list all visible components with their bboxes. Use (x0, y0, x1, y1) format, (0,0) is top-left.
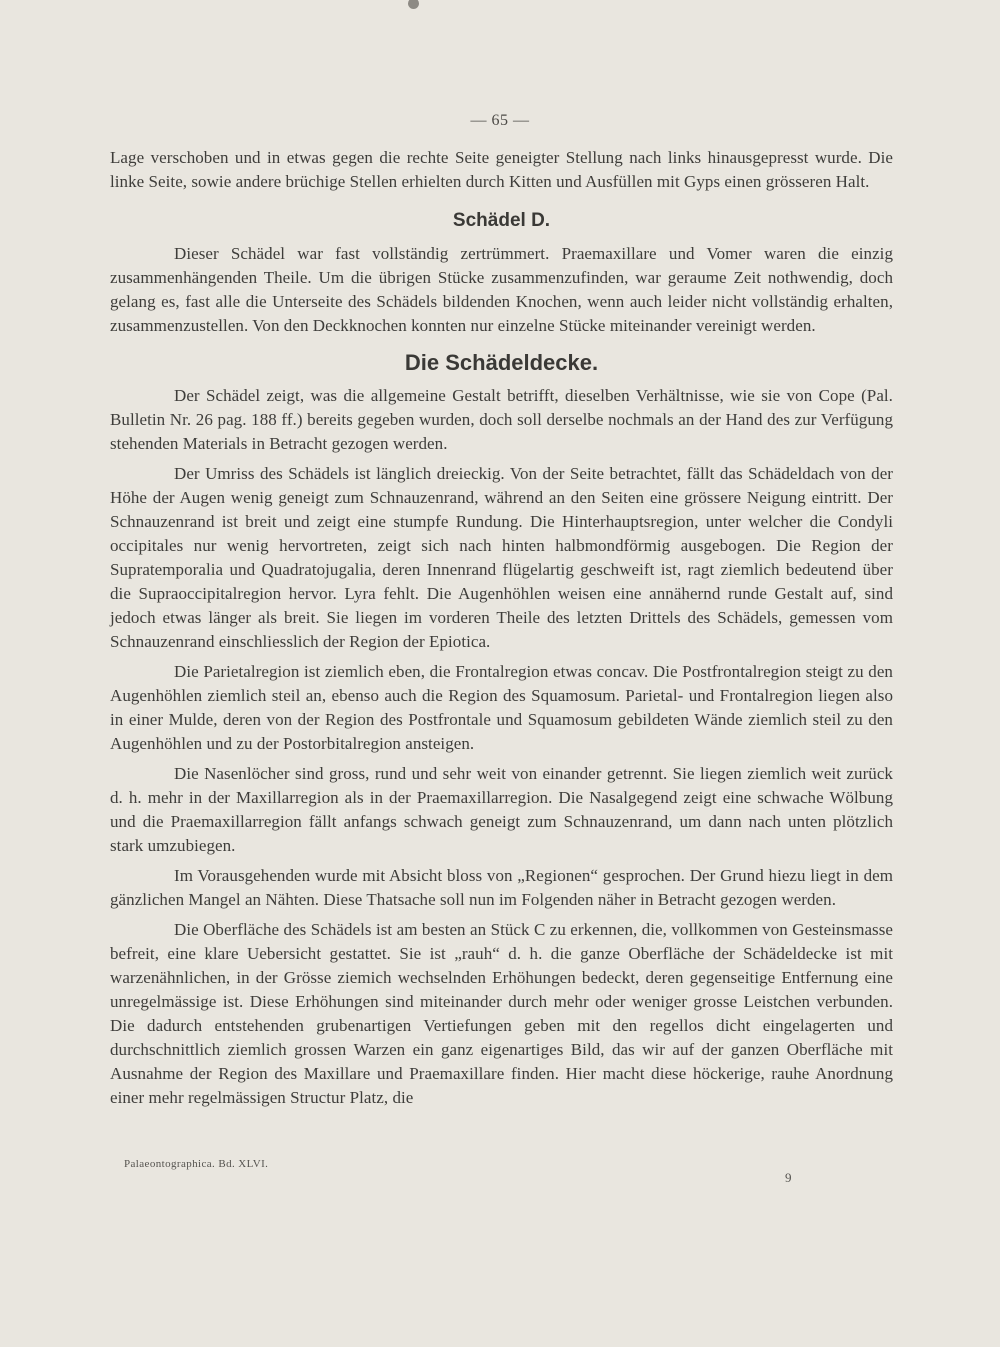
ink-dot-mark (408, 0, 419, 9)
body-paragraph: Im Vorausgehenden wurde mit Absicht bloss von „Regionen“ gesprochen. Der Grund hiezu liegt in dem gänzlichen Mangel an Nähten. Diese Thatsache soll nun im Folgenden näher in Betracht gezogen werden. (110, 866, 893, 909)
section-heading-schaedeldecke: Die Schädeldecke. (404, 350, 599, 375)
page-number: — 65 — (470, 112, 530, 129)
intro-paragraph: Lage verschoben und in etwas gegen die rechte Seite geneigter Stellung nach links hinausgepresst wurde. Die linke Seite, sowie andere brüchige Stellen erhielten durch Kitten und Ausfüllen mit Gyps einen grösseren Halt. (110, 148, 893, 191)
section-heading-schaedel-d: Schädel D. (452, 210, 551, 231)
sheet-signature: 9 (785, 1170, 792, 1185)
body-paragraph: Der Schädel zeigt, was die allgemeine Gestalt betrifft, dieselben Verhältnisse, wie sie von Cope (Pal. Bulletin Nr. 26 pag. 188 ff.) bereits gegeben wurden, doch soll derselbe nochmals an der Hand des zur Verfügung stehenden Materials in Betracht gezogen werden. (110, 386, 893, 453)
page-body (110, 146, 893, 1110)
body-paragraph: Die Parietalregion ist ziemlich eben, die Frontalregion etwas concav. Die Postfrontalregion steigt zu den Augenhöhlen ziemlich steil an, ebenso auch die Region des Squamosum. Parietal- und Frontalregion liegen also in einer Mulde, deren von der Region des Postfrontale und Squamosum gebildeten Wände ziemlich steil zu den Augenhöhlen und zu der Postorbitalregion ansteigen. (110, 662, 893, 753)
body-paragraph: Der Umriss des Schädels ist länglich dreieckig. Von der Seite betrachtet, fällt das Schädeldach von der Höhe der Augen wenig geneigt zum Schnauzenrand, während an den Seiten eine grössere Neigung eintritt. Der Schnauzenrand ist breit und zeigt eine stumpfe Rundung. Die Hinterhauptsregion, unter welcher die Condyli occipitales nur wenig hervortreten, zeigt sich nach hinten halbmondförmig ausgebogen. Die Region der Supratemporalia und Quadratojugalia, deren Innenrand flügelartig geschweift ist, ragt ziemlich bedeutend über die Supraoccipitalregion hervor. Lyra fehlt. Die Augenhöhlen weisen eine annähernd runde Gestalt auf, sind jedoch etwas länger als breit. Sie liegen im vorderen Theile des letzten Drittels des Schädels, gemessen vom Schnauzenrand einschliesslich der Region der Epiotica. (110, 464, 893, 651)
journal-footer: Palaeontographica. Bd. XLVI. (124, 1158, 269, 1170)
body-paragraph: Die Nasenlöcher sind gross, rund und sehr weit von einander getrennt. Sie liegen ziemlich weit zurück d. h. mehr in der Maxillarregion als in der Praemaxillarregion. Die Nasalgegend zeigt eine schwache Wölbung und die Praemaxillarregion fällt anfangs schwach geneigt zum Schnauzenrand, um dann nach unten plötzlich stark umzubiegen. (110, 764, 893, 855)
body-paragraph: Die Oberfläche des Schädels ist am besten an Stück C zu erkennen, die, vollkommen von Gesteinsmasse befreit, eine klare Uebersicht gestattet. Sie ist „rauh“ d. h. die ganze Oberfläche der Schädeldecke ist mit warzenähnlichen, in der Grösse ziemich wechselnden Erhöhungen bedeckt, deren gegenseitige Entfernung eine unregelmässige ist. Diese Erhöhungen sind miteinander durch mehr oder weniger grosse Leistchen verbunden. Die dadurch entstehenden grubenartigen Vertiefungen geben mit den regellos dicht eingelagerten und durchschnittlich ziemlich grossen Warzen ein ganz eigenartiges Bild, das wir auf der ganzen Oberfläche mit Ausnahme der Region des Maxillare und Praemaxillare finden. Hier macht diese höckerige, rauhe Anordnung einer mehr regelmässigen Structur Platz, die (110, 920, 893, 1107)
schaedel-d-paragraph: Dieser Schädel war fast vollständig zertrümmert. Praemaxillare und Vomer waren die einzig zusammenhängenden Theile. Um die übrigen Stücke zusammenzufinden, war geraume Zeit nothwendig, doch gelang es, fast alle die Unterseite des Schädels bildenden Knochen, wenn auch leider nicht vollständig erhalten, zusammenzustellen. Von den Deckknochen konnten nur einzelne Stücke miteinander vereinigt werden. (110, 244, 893, 335)
